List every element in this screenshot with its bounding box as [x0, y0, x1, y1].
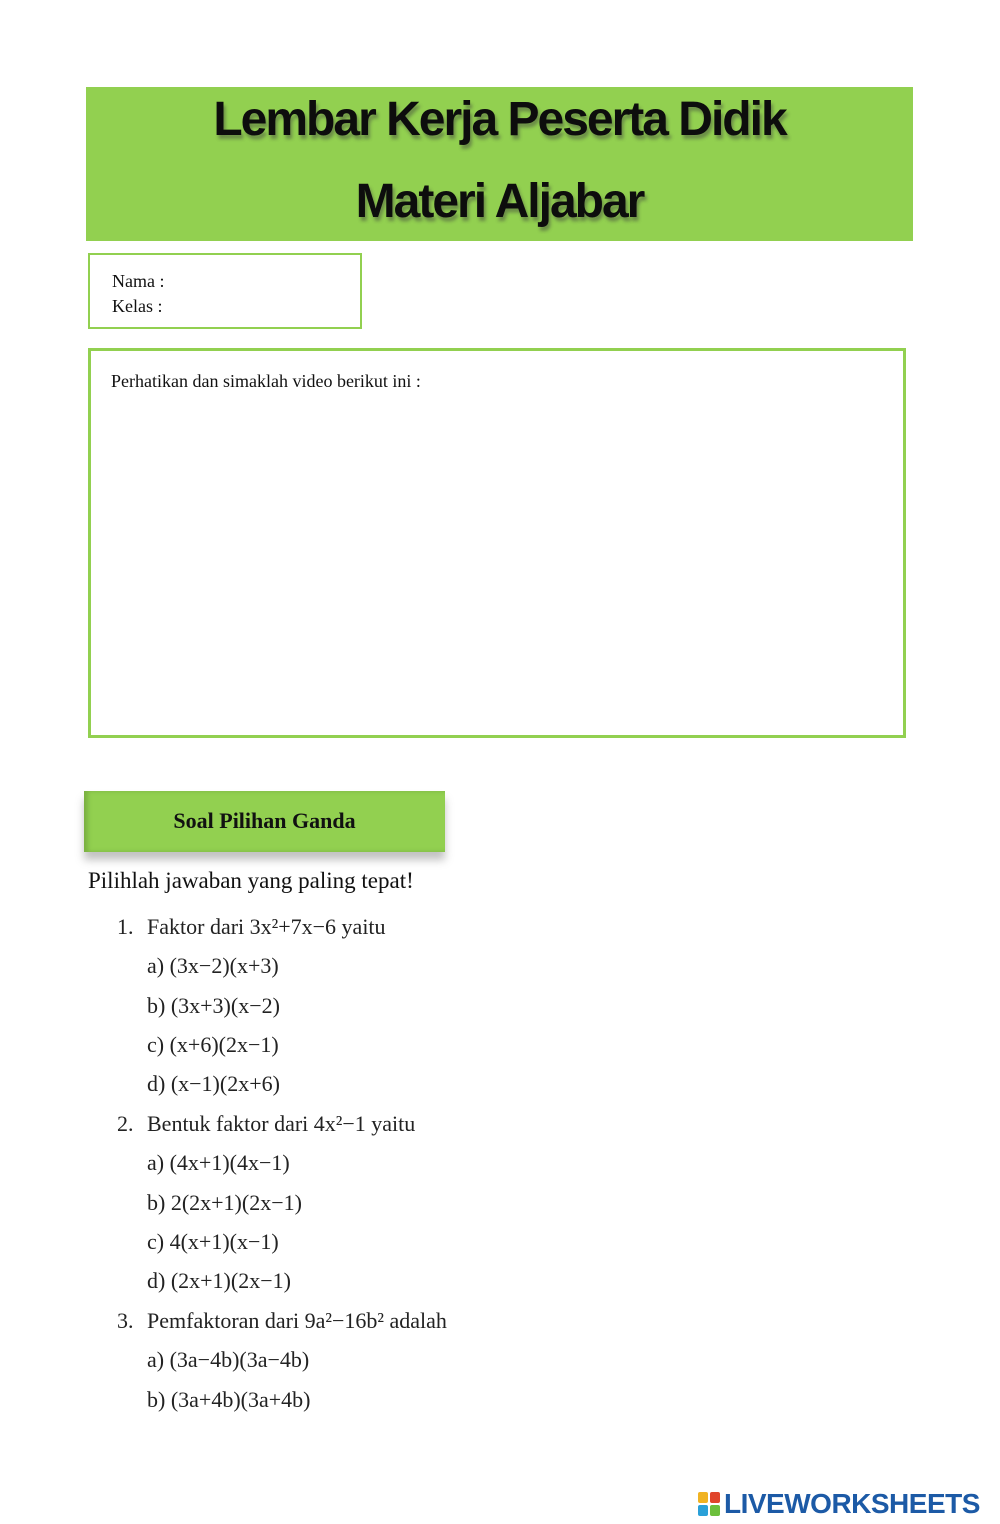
liveworksheets-logo-icon: [698, 1492, 720, 1516]
question-text: Faktor dari 3x²+7x−6 yaitu: [147, 914, 386, 939]
title-banner: [86, 87, 913, 241]
question-number: 2.: [117, 1111, 134, 1136]
logo-square: [698, 1505, 708, 1516]
student-identity-box: [88, 253, 362, 329]
question-text: Pemfaktoran dari 9a²−16b² adalah: [147, 1308, 447, 1333]
logo-square: [710, 1492, 720, 1503]
question-1-option-d[interactable]: d) (x−1)(2x+6): [147, 1071, 280, 1096]
question-number: 3.: [117, 1308, 134, 1333]
question-number: 1.: [117, 914, 134, 939]
name-label: Nama :: [112, 271, 165, 291]
question-text: Bentuk faktor dari 4x²−1 yaitu: [147, 1111, 416, 1136]
liveworksheets-brand: [698, 1488, 980, 1520]
class-label: Kelas :: [112, 296, 163, 316]
brand-name: LIVEWORKSHEETS: [724, 1488, 980, 1519]
question-2-option-b[interactable]: b) 2(2x+1)(2x−1): [147, 1190, 302, 1215]
section-header: [84, 791, 445, 852]
question-1-option-b[interactable]: b) (3x+3)(x−2): [147, 993, 280, 1018]
question-1-option-a[interactable]: a) (3x−2)(x+3): [147, 953, 279, 978]
question-2-option-c[interactable]: c) 4(x+1)(x−1): [147, 1229, 279, 1254]
question-1-option-c[interactable]: c) (x+6)(2x−1): [147, 1032, 279, 1057]
question-2: [117, 1111, 415, 1137]
section-title: Soal Pilihan Ganda: [173, 808, 356, 833]
logo-square: [698, 1492, 708, 1503]
page-title: Lembar Kerja Peserta Didik: [213, 93, 786, 146]
question-1: [117, 914, 386, 940]
question-2-option-d[interactable]: d) (2x+1)(2x−1): [147, 1268, 291, 1293]
video-instruction: Perhatikan dan simaklah video berikut ini :: [111, 371, 421, 391]
question-3-option-b[interactable]: b) (3a+4b)(3a+4b): [147, 1387, 311, 1412]
video-panel: [88, 348, 906, 738]
logo-square: [710, 1505, 720, 1516]
question-3: [117, 1308, 447, 1334]
section-instruction: Pilihlah jawaban yang paling tepat!: [88, 868, 414, 893]
question-2-option-a[interactable]: a) (4x+1)(4x−1): [147, 1150, 290, 1175]
page-subtitle: Materi Aljabar: [355, 175, 644, 228]
question-3-option-a[interactable]: a) (3a−4b)(3a−4b): [147, 1347, 310, 1372]
